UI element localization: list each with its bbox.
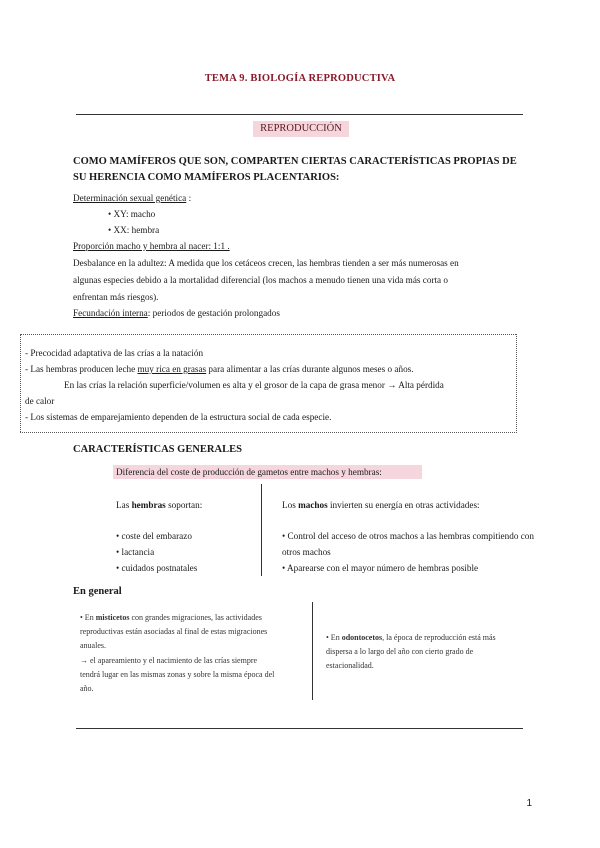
odontocetes-bold: odontocetos bbox=[341, 633, 383, 642]
male-item-2: • Aparearse con el mayor número de hembras posible bbox=[282, 563, 479, 573]
odontocetes-c: , la época de reproducción está más bbox=[382, 633, 496, 642]
imbalance-line-1: Desbalance en la adultez: A medida que los cetáceos crecen, las hembras tienden a ser más numerosas en bbox=[73, 258, 459, 268]
mysticetes-line-2: reproductivas están asociadas al final de estas migraciones bbox=[80, 627, 268, 636]
odontocetes-line-1 bbox=[326, 632, 496, 644]
document-title: TEMA 9. BIOLOGÍA REPRODUCTIVA bbox=[204, 73, 396, 84]
box-line-4: de calor bbox=[25, 396, 55, 406]
male-item-1: • Control del acceso de otros machos a las hembras compitiendo con bbox=[282, 531, 534, 541]
females-intro-bold: hembras bbox=[131, 500, 166, 510]
male-item-1-cont: otros machos bbox=[282, 547, 331, 557]
females-intro-a: Las bbox=[116, 500, 132, 510]
mysticetes-line-3: anuales. bbox=[80, 641, 106, 650]
divider-top bbox=[76, 114, 523, 115]
box-line-2-emph: muy rica en grasas bbox=[137, 364, 207, 374]
en-general-heading: En general bbox=[73, 586, 122, 597]
box-line-2-a: - Las hembras producen leche bbox=[25, 364, 138, 374]
mysticetes-a: • En bbox=[80, 613, 96, 622]
box-line-2-c: para alimentar a las crías durante algunos meses o años. bbox=[206, 364, 414, 374]
imbalance-line-2: algunas especies debido a la mortalidad diferencial (los machos a menudo tienen una vida más corta o bbox=[73, 275, 449, 285]
proportion-text: Proporción macho y hembra al nacer: 1:1 . bbox=[73, 241, 230, 251]
en-general-divider bbox=[312, 602, 313, 700]
fecundation bbox=[73, 306, 280, 320]
box-line-5: - Los sistemas de emparejamiento dependen de la estructura social de cada especie. bbox=[25, 412, 332, 422]
box-line-2 bbox=[25, 362, 414, 376]
mysticetes-line-4: → el apareamiento y el nacimiento de las crías siempre bbox=[80, 656, 258, 665]
box-line-1: - Precocidad adaptativa de las crías a la natación bbox=[25, 348, 204, 358]
mysticetes-line-5: tendrá lugar en las mismas zonas y sobre la misma época del bbox=[80, 670, 275, 679]
heading-line-1: COMO MAMÍFEROS QUE SON, COMPARTEN CIERTAS CARACTERÍSTICAS PROPIAS DE bbox=[73, 156, 517, 167]
mysticetes-c: con grandes migraciones, las actividades bbox=[129, 613, 262, 622]
males-intro-c: invierten su energía en otras actividades: bbox=[327, 500, 480, 510]
imbalance-line-3: enfrentan más riesgos). bbox=[73, 292, 159, 302]
males-intro bbox=[282, 498, 480, 512]
box-line-3: En las crías la relación superficie/volumen es alta y el grosor de la capa de grasa menor → Alta pérdida bbox=[64, 380, 444, 390]
heading-line-2: SU HERENCIA COMO MAMÍFEROS PLACENTARIOS: bbox=[73, 172, 340, 183]
female-item-2: • lactancia bbox=[116, 547, 155, 557]
fecundation-label: Fecundación interna bbox=[73, 308, 148, 318]
divider-bottom bbox=[76, 728, 523, 729]
female-item-3: • cuidados postnatales bbox=[116, 563, 198, 573]
list-item-xy: • XY: macho bbox=[108, 209, 156, 219]
main-heading bbox=[73, 154, 533, 186]
sex-determination-label: Determinación sexual genética bbox=[73, 193, 187, 203]
odontocetes-a: • En bbox=[326, 633, 342, 642]
gamete-cost-banner: Diferencia del coste de producción de gametos entre machos y hembras: bbox=[113, 465, 422, 479]
males-intro-bold: machos bbox=[298, 500, 328, 510]
odontocetes-line-2: dispersa a lo largo del año con cierto grado de bbox=[326, 647, 474, 656]
sex-determination bbox=[73, 191, 191, 205]
list-item-xx: • XX: hembra bbox=[108, 225, 160, 235]
females-intro-c: soportan: bbox=[165, 500, 203, 510]
column-divider bbox=[261, 484, 262, 576]
males-intro-a: Los bbox=[282, 500, 299, 510]
sex-determination-colon: : bbox=[186, 193, 192, 203]
female-item-1: • coste del embarazo bbox=[116, 531, 192, 541]
fecundation-text: : periodos de gestación prolongados bbox=[147, 308, 280, 318]
section-title: REPRODUCCIÓN bbox=[253, 121, 349, 137]
mysticetes-line-6: año. bbox=[80, 684, 94, 693]
females-intro bbox=[116, 498, 202, 512]
odontocetes-line-3: estacionalidad. bbox=[326, 661, 374, 670]
page-number: 1 bbox=[526, 798, 532, 809]
general-heading: CARACTERÍSTICAS GENERALES bbox=[73, 444, 242, 455]
mysticetes-bold: misticetos bbox=[95, 613, 130, 622]
mysticetes-line-1 bbox=[80, 612, 262, 624]
